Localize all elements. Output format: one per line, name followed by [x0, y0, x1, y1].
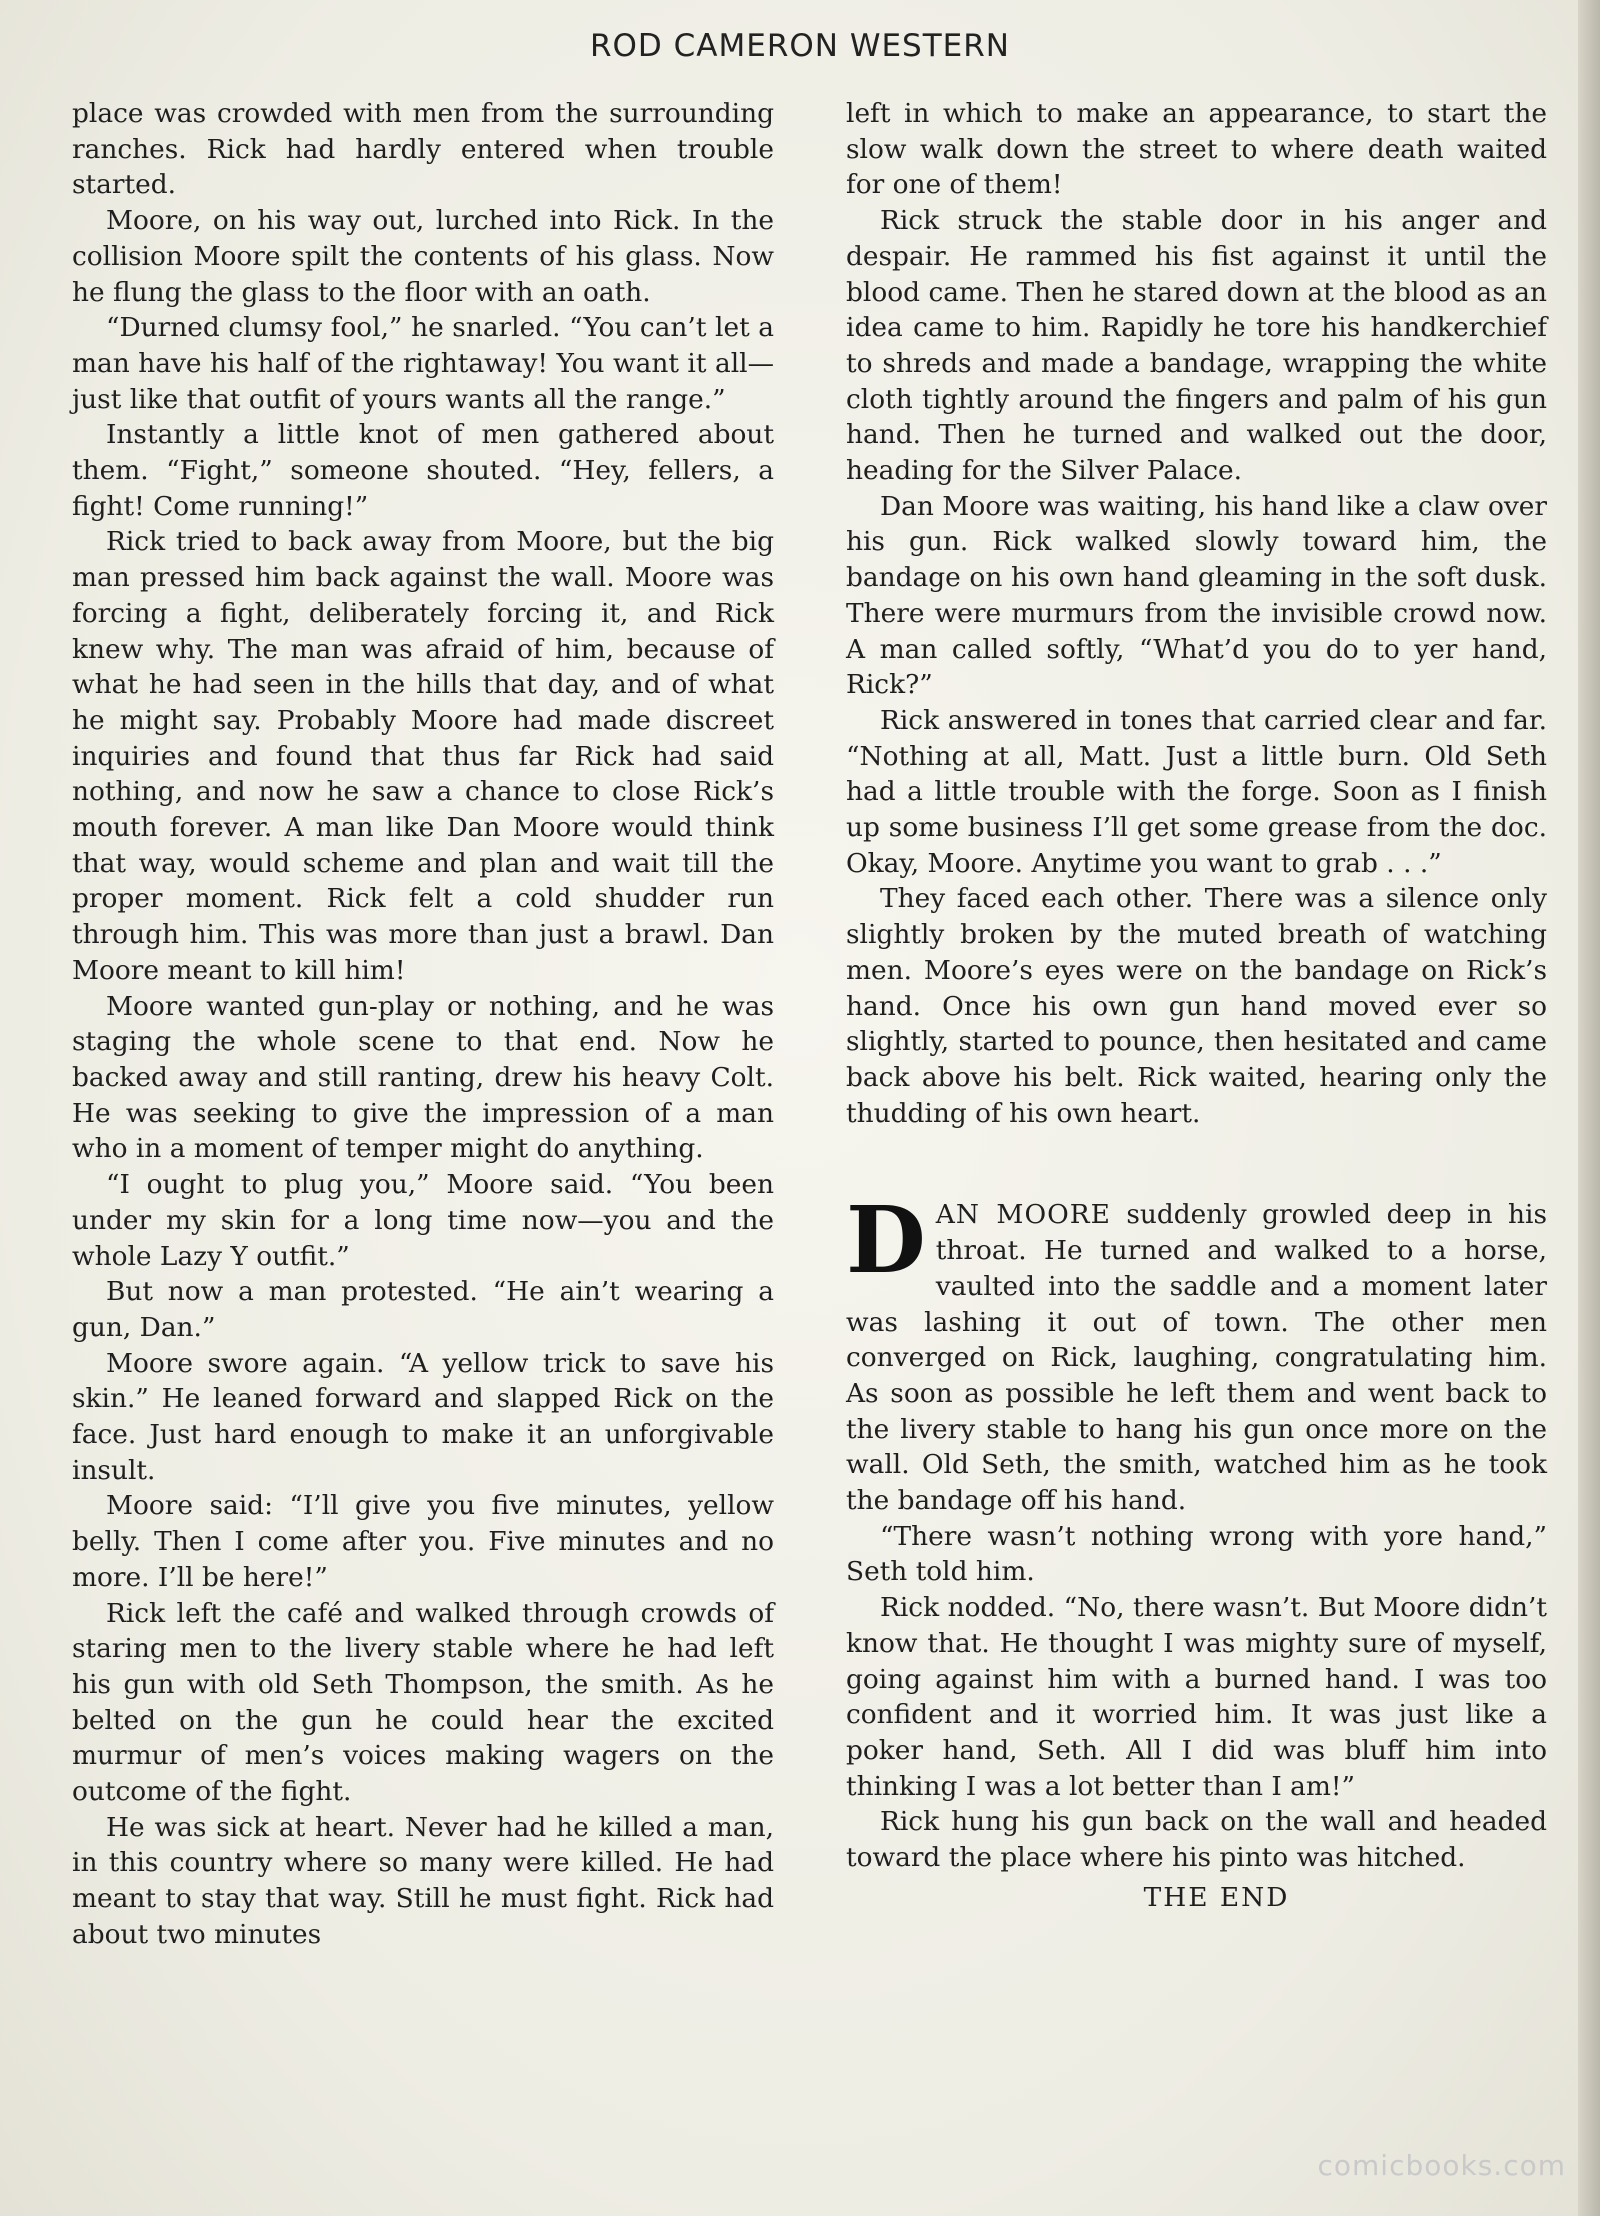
paragraph: Rick left the café and walked through crowds of staring men to the livery stable where he had left his gun with old Seth Thompson, the smith. As he belted on the gun he could hear the excited murmur of men’s voices making wagers on the outcome of the fight. — [72, 1597, 774, 1808]
page-edge — [1578, 0, 1600, 2216]
the-end-label: THE END — [1143, 1881, 1290, 1913]
paragraph: Dan Moore was waiting, his hand like a claw over his gun. Rick walked slowly toward him, the bandage on his own hand gleaming in the soft dusk. There were murmurs from the invisible crowd now. A man called softly, “What’d you do to yer hand, Rick?” — [846, 490, 1547, 701]
paragraph: Moore wanted gun-play or nothing, and he was staging the whole scene to that end. Now he backed away and still ranting, drew his heavy Colt. He was seeking to give the impression of a man who in a moment of temper might do anything. — [72, 990, 774, 1165]
paragraph: Moore said: “I’ll give you five minutes, yellow belly. Then I come after you. Five minutes and no more. I’ll be here!” — [72, 1490, 774, 1593]
paragraph: Moore swore again. “A yellow trick to save his skin.” He leaned forward and slapped Rick on the face. Just hard enough to make it an unforgivable insult. — [72, 1347, 774, 1486]
paragraph: “Durned clumsy fool,” he snarled. “You can’t let a man have his half of the rightaway! You want it all—just like that outfit of yours wants all the range.” — [72, 312, 774, 415]
right-column — [846, 96, 1547, 1915]
running-header: ROD CAMERON WESTERN — [589, 28, 1010, 64]
opening-text: suddenly growled deep in his throat. He turned and walked to a horse, vaulted into the saddle and a moment later was lashing it out of town. The other men converged on Rick, laughing, congratulating him. As soon as possible he left them and went back to the livery stable to hang his gun once more on the wall. Old Seth, the smith, watched him as he took the bandage off his hand. — [846, 1199, 1547, 1517]
paragraph: But now a man protested. “He ain’t wearing a gun, Dan.” — [72, 1276, 774, 1343]
watermark: comicbooks.com — [1317, 2149, 1566, 2182]
paragraph: place was crowded with men from the surrounding ranches. Rick had hardly entered when trouble started. — [72, 98, 774, 201]
section-break — [846, 1131, 1547, 1197]
paragraph: “There wasn’t nothing wrong with yore hand,” Seth told him. — [846, 1520, 1547, 1588]
paragraph: “I ought to plug you,” Moore said. “You been under my skin for a long time now—you and the whole Lazy Y outfit.” — [72, 1169, 774, 1272]
lead-in-caps: AN MOORE — [935, 1199, 1111, 1231]
drop-cap: D — [846, 1186, 926, 1295]
paragraph: Rick struck the stable door in his anger and despair. He rammed his fist against it until the blood came. Then he stared down at the blood as an idea came to him. Rapidly he tore his handkerchief to shreds and made a bandage, wrapping the white cloth tightly around the fingers and palm of his gun hand. Then he turned and walked out the door, heading for the Silver Palace. — [846, 205, 1547, 487]
paragraph: He was sick at heart. Never had he killed a man, in this country where so many were killed. He had meant to stay that way. Still he must fight. Rick had about two minutes — [72, 1811, 774, 1950]
paragraph: Rick hung his gun back on the wall and headed toward the place where his pinto was hitched. — [846, 1806, 1547, 1874]
section-opening-paragraph — [846, 1186, 1547, 1518]
paragraph: They faced each other. There was a silence only slightly broken by the muted breath of watching men. Moore’s eyes were on the bandage on Rick’s hand. Once his own gun hand moved ever so slightly, started to pounce, then hesitated and came back above his belt. Rick waited, hearing only the thudding of his own heart. — [846, 883, 1547, 1129]
paragraph: Rick tried to back away from Moore, but the big man pressed him back against the wall. Moore was forcing a fight, deliberately forcing it, and Rick knew why. The man was afraid of him, because of what he had seen in the hills that day, and of what he might say. Probably Moore had made discreet inquiries and found that thus far Rick had said nothing, and now he saw a chance to close Rick’s mouth forever. A man like Dan Moore would think that way, would scheme and plan and wait till the proper moment. Rick felt a cold shudder run through him. This was more than just a brawl. Dan Moore meant to kill him! — [72, 526, 774, 986]
paragraph: left in which to make an appearance, to start the slow walk down the street to where death waited for one of them! — [846, 98, 1547, 201]
paragraph: Rick answered in tones that carried clear and far. “Nothing at all, Matt. Just a little burn. Old Seth had a little trouble with the forge. Soon as I finish up some business I’ll get some grease from the doc. Okay, Moore. Anytime you want to grab . . .” — [846, 704, 1547, 879]
paragraph: Rick nodded. “No, there wasn’t. But Moore didn’t know that. He thought I was mighty sure of myself, going against him with a burned hand. I was too confident and it worried him. It was just like a poker hand, Seth. All I did was bluff him into thinking I was a lot better than I am!” — [846, 1592, 1547, 1802]
paragraph: Moore, on his way out, lurched into Rick. In the collision Moore spilt the contents of his glass. Now he flung the glass to the floor with an oath. — [72, 205, 774, 308]
left-column — [72, 96, 774, 1953]
paragraph: Instantly a little knot of men gathered about them. “Fight,” someone shouted. “Hey, fellers, a fight! Come running!” — [72, 419, 774, 522]
